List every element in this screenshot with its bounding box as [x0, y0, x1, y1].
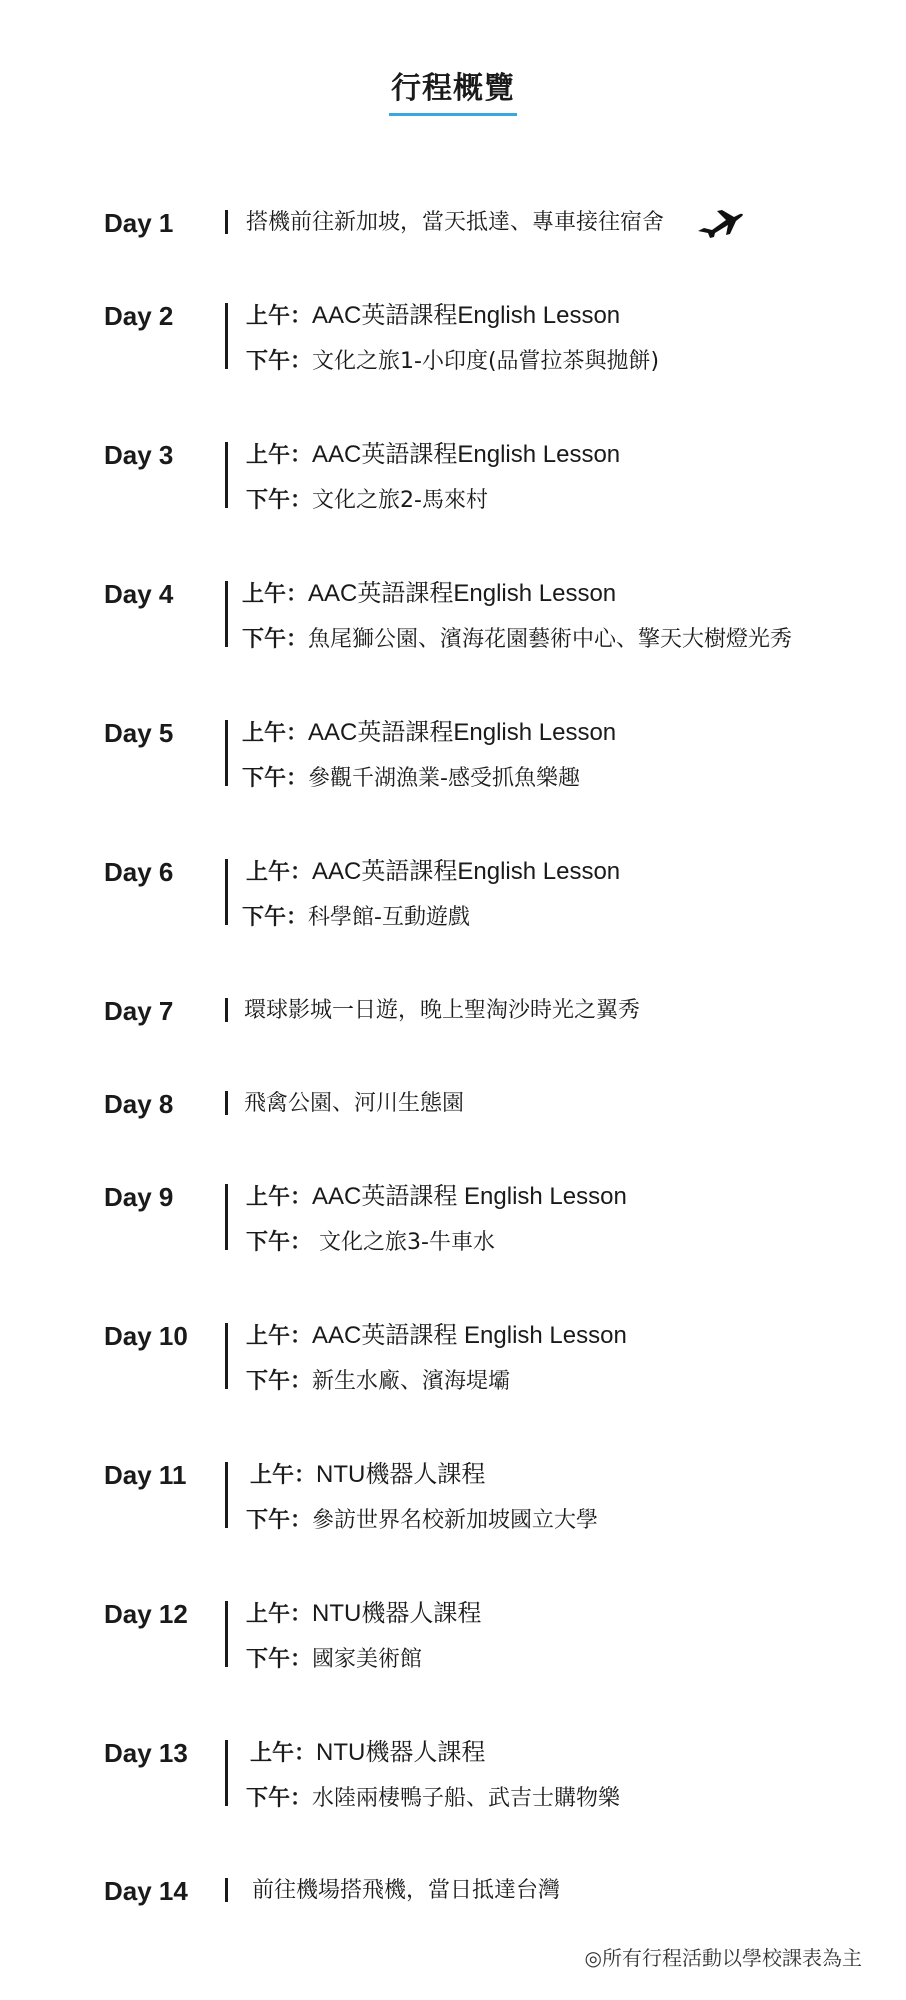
pm-tag: 下午： — [246, 1230, 313, 1255]
pm-text: 魚尾獅公園、濱海花園藝術中心、擎天大樹燈光秀 — [308, 627, 793, 652]
pm-line — [246, 1505, 598, 1537]
divider — [225, 442, 228, 508]
pm-line — [246, 1227, 495, 1259]
pm-line — [242, 763, 580, 795]
pm-tag: 下午： — [246, 1369, 313, 1394]
pm-line — [242, 902, 470, 934]
pm-text: 文化之旅3-牛車水 — [312, 1230, 495, 1255]
divider — [225, 1184, 228, 1250]
pm-text: 文化之旅2-馬來村 — [312, 488, 488, 513]
day-label: Day 6 — [104, 857, 174, 887]
am-line — [250, 1459, 485, 1492]
am-tag: 上午： — [246, 1324, 313, 1349]
am-text: AAC英語課程 English Lesson — [312, 1322, 627, 1349]
pm-text: 新生水廠、濱海堤壩 — [312, 1369, 511, 1394]
divider — [225, 720, 228, 786]
day-label: Day 14 — [104, 1876, 188, 1906]
am-text: AAC英語課程English Lesson — [312, 441, 621, 468]
pm-text: 國家美術館 — [312, 1647, 423, 1672]
am-text: NTU機器人課程 — [312, 1600, 482, 1627]
page-title: 行程概覽 — [389, 70, 517, 116]
am-line — [246, 439, 620, 472]
divider — [225, 1323, 228, 1389]
am-line — [250, 1737, 485, 1770]
divider — [225, 859, 228, 925]
divider — [225, 210, 228, 234]
pm-text: 科學館-互動遊戲 — [308, 905, 470, 930]
am-tag: 上午： — [250, 1741, 317, 1766]
am-line — [246, 856, 620, 889]
am-line — [242, 578, 616, 611]
day-label: Day 10 — [104, 1321, 188, 1351]
day-label: Day 5 — [104, 718, 174, 748]
am-line — [246, 1320, 627, 1353]
pm-tag: 下午： — [246, 1786, 313, 1811]
pm-line — [246, 346, 659, 378]
day-label: Day 4 — [104, 579, 174, 609]
day-label: Day 7 — [104, 996, 174, 1026]
divider — [225, 1462, 228, 1528]
divider — [225, 1601, 228, 1667]
am-text: AAC英語課程 English Lesson — [312, 1183, 627, 1210]
footnote: ◎所有行程活動以學校課表為主 — [584, 1946, 862, 1970]
pm-text: 水陸兩棲鴨子船、武吉士購物樂 — [312, 1786, 621, 1811]
am-text: AAC英語課程English Lesson — [308, 719, 617, 746]
day-label: Day 12 — [104, 1599, 188, 1629]
pm-line — [246, 485, 488, 517]
pm-tag: 下午： — [246, 349, 313, 374]
divider — [225, 998, 228, 1022]
am-tag: 上午： — [246, 1602, 313, 1627]
day-label: Day 2 — [104, 301, 174, 331]
title-wrap — [0, 70, 906, 116]
pm-text: 參觀千湖漁業-感受抓魚樂趣 — [308, 766, 580, 791]
am-line — [242, 717, 616, 750]
am-line — [246, 1181, 627, 1214]
day-single-text: 搭機前往新加坡，當天抵達、專車接往宿舍 — [246, 210, 665, 235]
am-text: NTU機器人課程 — [316, 1739, 486, 1766]
am-text: AAC英語課程English Lesson — [308, 580, 617, 607]
pm-tag: 下午： — [242, 766, 309, 791]
am-line — [246, 300, 620, 333]
day-label: Day 1 — [104, 208, 174, 238]
am-tag: 上午： — [246, 1185, 313, 1210]
am-tag: 上午： — [242, 721, 309, 746]
am-tag: 上午： — [246, 304, 313, 329]
day-label: Day 3 — [104, 440, 174, 470]
am-tag: 上午： — [246, 860, 313, 885]
divider — [225, 1740, 228, 1806]
day-single-text: 環球影城一日遊，晚上聖淘沙時光之翼秀 — [244, 998, 641, 1023]
pm-tag: 下午： — [246, 1647, 313, 1672]
divider — [225, 1878, 228, 1902]
am-text: AAC英語課程English Lesson — [312, 302, 621, 329]
pm-line — [246, 1783, 620, 1815]
divider — [225, 303, 228, 369]
day-label: Day 9 — [104, 1182, 174, 1212]
am-tag: 上午： — [242, 582, 309, 607]
am-tag: 上午： — [246, 443, 313, 468]
am-line — [246, 1598, 481, 1631]
pm-tag: 下午： — [246, 1508, 313, 1533]
day-label: Day 8 — [104, 1089, 174, 1119]
airplane-icon — [696, 206, 744, 240]
pm-line — [246, 1366, 510, 1398]
am-text: NTU機器人課程 — [316, 1461, 486, 1488]
pm-tag: 下午： — [242, 905, 309, 930]
pm-text: 文化之旅1-小印度(品嘗拉茶與拋餅) — [312, 349, 660, 374]
day-single-text: 飛禽公園、河川生態園 — [244, 1091, 465, 1116]
am-text: AAC英語課程English Lesson — [312, 858, 621, 885]
am-tag: 上午： — [250, 1463, 317, 1488]
divider — [225, 581, 228, 647]
divider — [225, 1091, 228, 1115]
day-label: Day 11 — [104, 1460, 187, 1490]
pm-tag: 下午： — [246, 488, 313, 513]
pm-text: 參訪世界名校新加坡國立大學 — [312, 1508, 599, 1533]
pm-line — [242, 624, 792, 656]
day-label: Day 13 — [104, 1738, 188, 1768]
day-single-text: 前往機場搭飛機，當日抵達台灣 — [252, 1878, 561, 1903]
pm-tag: 下午： — [242, 627, 309, 652]
pm-line — [246, 1644, 422, 1676]
